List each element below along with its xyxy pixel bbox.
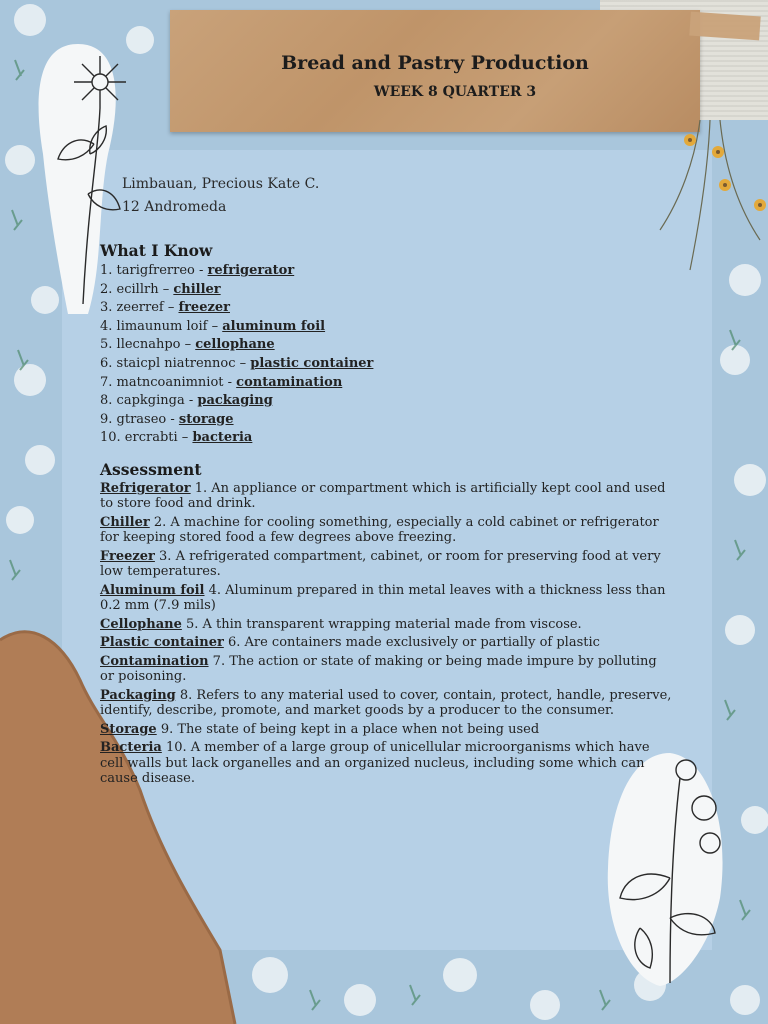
list-item xyxy=(100,654,672,685)
answer-word: cellophane xyxy=(195,337,275,353)
answer-word: plastic container xyxy=(250,355,374,371)
assessment-term: Chiller xyxy=(100,514,150,530)
list-item xyxy=(100,635,672,651)
scrambled-word: 7. matncoanimniot - xyxy=(100,374,237,390)
tape-strip xyxy=(689,12,761,41)
assessment-definition: 2. A machine for cooling something, especially a cold cabinet or refrigerator for keeping stored food a few degrees above freezing. xyxy=(100,514,659,546)
answer-word: refrigerator xyxy=(207,263,295,278)
list-item xyxy=(100,722,672,738)
scrambled-word: 2. ecillrh – xyxy=(100,281,174,297)
assessment-term: Plastic container xyxy=(100,635,224,651)
what-i-know-list xyxy=(100,262,672,448)
student-section: 12 Andromeda xyxy=(122,199,227,215)
scrambled-word: 1. tarigfrerreo - xyxy=(100,263,208,278)
list-item xyxy=(100,336,672,355)
scrambled-word: 5. llecnahpo – xyxy=(100,337,196,353)
list-item xyxy=(100,429,672,448)
page-title: Bread and Pastry Production xyxy=(281,52,589,74)
list-item xyxy=(100,299,672,318)
list-item xyxy=(100,583,672,614)
assessment-definition: 8. Refers to any material used to cover, contain, protect, handle, preserve, identify, describe, promote, and market goods by a producer to the consumer. xyxy=(100,687,672,719)
worksheet-content xyxy=(100,240,672,790)
assessment-term: Contamination xyxy=(100,653,209,669)
assessment-definition: 5. A thin transparent wrapping material made from viscose. xyxy=(181,616,582,632)
student-name: Limbauan, Precious Kate C. xyxy=(122,176,320,192)
list-item xyxy=(100,617,672,633)
answer-word: freezer xyxy=(178,300,230,316)
scrambled-word: 9. gtraseo - xyxy=(100,411,179,427)
list-item xyxy=(100,392,672,411)
answer-word: packaging xyxy=(197,393,273,409)
scrambled-word: 6. staicpl niatrennoc – xyxy=(100,355,251,371)
answer-word: bacteria xyxy=(192,430,253,446)
assessment-definition: 9. The state of being kept in a place when not being used xyxy=(156,721,540,737)
assessment-heading: Assessment xyxy=(100,459,202,479)
what-i-know-heading: What I Know xyxy=(100,241,213,260)
assessment-definition: 7. The action or state of making or being made impure by polluting or poisoning. xyxy=(100,653,657,685)
list-item xyxy=(100,481,672,512)
assessment-term: Cellophane xyxy=(100,616,182,632)
assessment-definition: 10. A member of a large group of unicellular microorganisms which have cell walls but lack organelles and an organized nucleus, including some which can cause disease. xyxy=(100,740,650,787)
assessment-definition: 1. An appliance or compartment which is artificially kept cool and used to store food and drink. xyxy=(100,480,666,512)
answer-word: aluminum foil xyxy=(222,318,326,334)
assessment-term: Freezer xyxy=(100,548,155,564)
assessment-term: Aluminum foil xyxy=(100,582,205,598)
assessment-term: Packaging xyxy=(100,687,176,703)
answer-word: storage xyxy=(178,411,234,427)
list-item xyxy=(100,281,672,300)
list-item xyxy=(100,374,672,393)
list-item xyxy=(100,515,672,546)
page-subtitle: WEEK 8 QUARTER 3 xyxy=(373,84,537,100)
list-item xyxy=(100,549,672,580)
list-item xyxy=(100,318,672,337)
assessment-definition: 6. Are containers made exclusively or partially of plastic xyxy=(223,635,600,651)
scrambled-word: 3. zeerref – xyxy=(100,300,179,316)
scrambled-word: 4. limaunum loif – xyxy=(100,318,223,334)
assessment-term: Storage xyxy=(100,721,157,737)
assessment-term: Bacteria xyxy=(100,740,162,756)
student-info xyxy=(122,173,319,219)
assessment-list xyxy=(100,481,672,787)
scrambled-word: 10. ercrabti – xyxy=(100,430,193,446)
list-item xyxy=(100,355,672,374)
assessment-definition: 4. Aluminum prepared in thin metal leaves with a thickness less than 0.2 mm (7.9 mils) xyxy=(100,582,666,614)
assessment-term: Refrigerator xyxy=(100,480,191,496)
assessment-definition: 3. A refrigerated compartment, cabinet, or room for preserving food at very low temperatures. xyxy=(100,548,661,580)
list-item xyxy=(100,740,672,787)
list-item xyxy=(100,688,672,719)
list-item xyxy=(100,411,672,430)
answer-word: contamination xyxy=(236,374,343,390)
list-item xyxy=(100,262,672,281)
scrambled-word: 8. capkginga - xyxy=(100,393,198,409)
answer-word: chiller xyxy=(173,281,221,297)
